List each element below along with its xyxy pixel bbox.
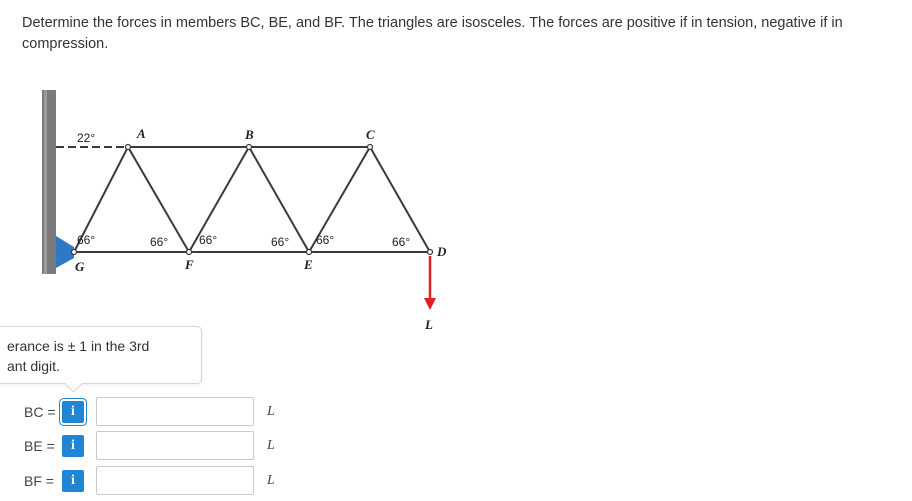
angle-f-left-label: 66° bbox=[150, 235, 169, 249]
bf-input[interactable] bbox=[96, 466, 254, 495]
bc-unit: L bbox=[267, 404, 275, 419]
joint-b bbox=[247, 145, 252, 150]
load-arrow-head bbox=[424, 298, 436, 310]
bc-input[interactable] bbox=[96, 397, 254, 426]
be-unit: L bbox=[267, 438, 275, 453]
angle-g-label: 66° bbox=[77, 233, 96, 247]
truss-members bbox=[56, 147, 430, 252]
answer-row-bf bbox=[0, 466, 300, 496]
info-icon[interactable]: i bbox=[62, 435, 84, 457]
angle-f-right-label: 66° bbox=[199, 233, 218, 247]
node-e-label: E bbox=[304, 257, 313, 272]
bf-unit: L bbox=[267, 473, 275, 488]
answer-row-bc bbox=[0, 397, 300, 427]
member-fb bbox=[189, 147, 249, 252]
angle-e-left-label: 66° bbox=[271, 235, 290, 249]
angle-e-right-label: 66° bbox=[316, 233, 335, 247]
node-d-label: D bbox=[437, 244, 447, 259]
info-icon[interactable]: i bbox=[62, 401, 84, 423]
joint-d bbox=[428, 250, 433, 255]
node-g-label: G bbox=[75, 259, 85, 274]
node-a-label: A bbox=[137, 126, 146, 141]
bf-label: BF = bbox=[24, 473, 54, 489]
tooltip-line-1: erance is ± 1 in the 3rd bbox=[7, 338, 150, 354]
joint-c bbox=[368, 145, 373, 150]
node-b-label: B bbox=[245, 127, 254, 142]
joint-e bbox=[307, 250, 312, 255]
joint-a bbox=[126, 145, 131, 150]
load-label: L bbox=[425, 317, 433, 332]
angle-top-label: 22° bbox=[77, 131, 96, 145]
be-label: BE = bbox=[24, 438, 55, 454]
be-input[interactable] bbox=[96, 431, 254, 460]
problem-statement: Determine the forces in members BC, BE, and BF. The triangles are isosceles. The forces are positive if in tension, negative if in compression. bbox=[22, 15, 843, 52]
angle-d-label: 66° bbox=[392, 235, 411, 249]
wall-hatch bbox=[44, 90, 47, 274]
answer-row-be bbox=[0, 431, 300, 461]
tolerance-tooltip bbox=[0, 326, 202, 384]
node-c-label: C bbox=[366, 127, 375, 142]
node-f-label: F bbox=[185, 257, 194, 272]
joint-g bbox=[72, 250, 77, 255]
bc-label: BC = bbox=[24, 404, 56, 420]
joint-f bbox=[187, 250, 192, 255]
info-icon[interactable]: i bbox=[62, 470, 84, 492]
tooltip-line-2: ant digit. bbox=[7, 358, 60, 374]
